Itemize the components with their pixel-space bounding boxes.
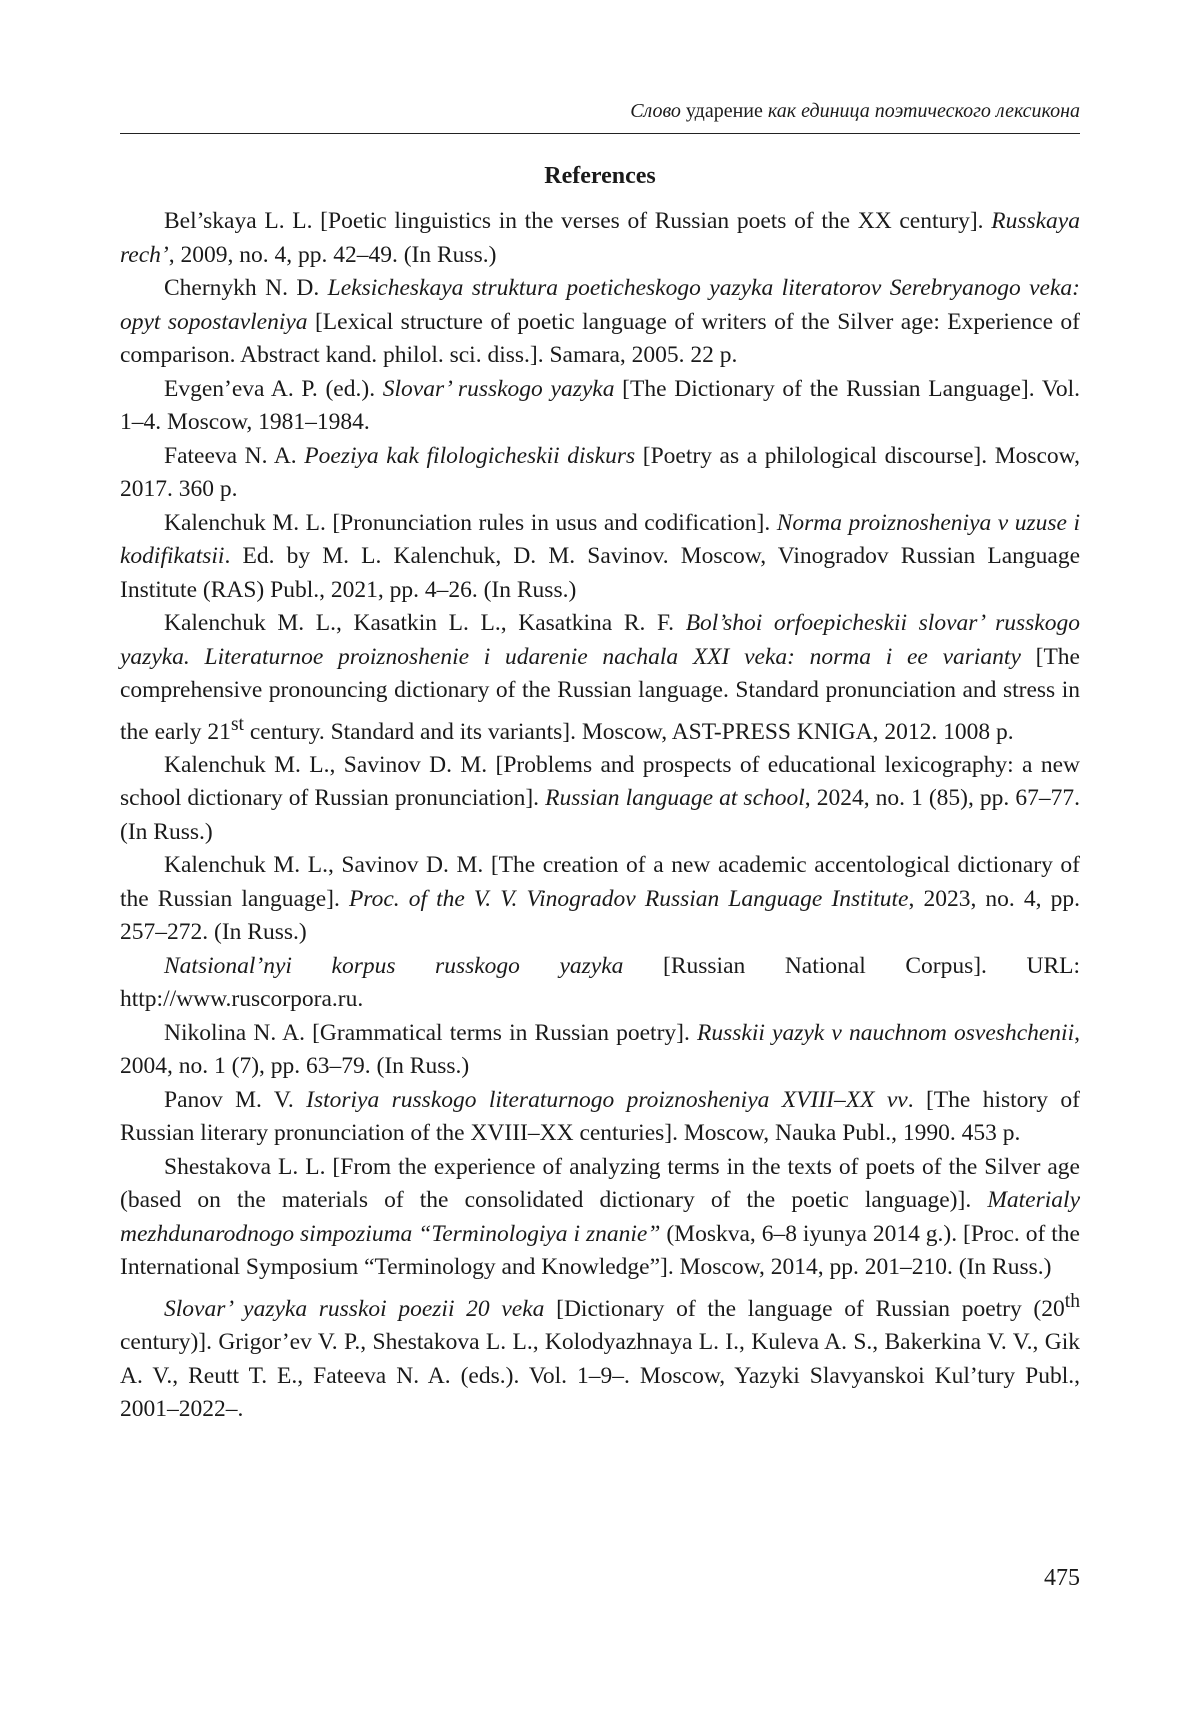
reference-text: Shestakova L. L. [From the experience of analyzing terms in the texts of poets of the Silver age (based on the materials of the consolidated dictionary of the poetic language)]. [120,1153,1080,1214]
reference-text: Bel’skaya L. L. [Poetic linguistics in the verses of Russian poets of the XX century]. [164,208,992,234]
reference-title: Poeziya kak filologicheskii diskurs [304,442,636,469]
reference-entry [120,1017,1080,1084]
reference-entry [120,1084,1080,1151]
reference-entry [120,1285,1080,1427]
reference-title: Russkii yazyk v nauchnom osveshchenii [697,1019,1075,1046]
reference-entry [120,440,1080,507]
reference-text: , 2009, no. 4, pp. 42–49. (In Russ.) [168,241,497,268]
reference-text: Fateeva N. A. [164,442,305,469]
reference-text: Kalenchuk M. L., Kasatkin L. L., Kasatkina R. F. [164,610,686,636]
reference-title: Norma proiznosheniya v uzuse i kodifikatsii [120,509,1080,569]
reference-title: Proc. of the V. V. Vinogradov Russian Language Institute [348,885,909,912]
reference-title: Leksicheskaya struktura poeticheskogo yazyka literatorov Serebryanogo veka: opyt sopostavleniya [120,275,1080,335]
references-list [120,205,1080,1427]
reference-text: Chernykh N. D. [164,275,328,301]
reference-text: (Moskva, 6–8 iyunya 2014 g.). [Proc. of the International Symposium “Terminology and Knowledge”]. Moscow, 2014, pp. 201–210. (In Russ.) [120,1220,1080,1281]
reference-text: . [The history of Russian literary pronunciation of the XVIII–XX centuries]. Moscow, Nauka Publ., 1990. 453 p. [120,1086,1080,1147]
section-title: References [544,163,656,189]
running-header-part2: ударение [685,100,763,122]
reference-text: [Lexical structure of poetic language of writers of the Silver age: Experience of comparison. Abstract kand. philol. sci. diss.]. Samara, 2005. 22 p. [120,308,1080,368]
reference-title: Natsional’nyi korpus russkogo yazyka [164,952,624,979]
reference-text: Panov M. V. [164,1086,307,1113]
reference-text: , 2024, no. 1 (85), pp. 67–77. (In Russ.) [120,785,1080,845]
reference-text: Kalenchuk M. L. [Pronunciation rules in usus and codification]. [164,509,777,536]
reference-entry [120,272,1080,373]
reference-title: Russkaya rech’ [120,208,1080,268]
reference-entry [120,373,1080,440]
reference-text: , 2004, no. 1 (7), pp. 63–79. (In Russ.) [120,1019,1080,1080]
header-rule [120,133,1080,134]
reference-text: [The comprehensive pronouncing dictionary of the Russian language. Standard pronunciation and stress in the early 21 [120,643,1080,745]
reference-text: century)]. Grigor’ev V. P., Shestakova L. L., Kolodyazhnaya L. I., Kuleva A. S., Bakerkina V. V., Gik A. V., Reutt T. E., Fateeva N. A. (eds.). Vol. 1–9–. Moscow, Yazyki Slavyanskoi Kul’tury Publ., 2001–2022–. [120,1329,1080,1423]
reference-title: Russian language at school [545,785,805,812]
reference-text: . Ed. by M. L. Kalenchuk, D. M. Savinov. Moscow, Vinogradov Russian Language Institute (RAS) Publ., 2021, pp. 4–26. (In Russ.) [120,543,1080,603]
reference-title: Istoriya russkogo literaturnogo proiznosheniya XVIII–XX vv [306,1086,908,1113]
reference-text: [Dictionary of the language of Russian poetry (20 [544,1295,1065,1322]
running-header-part1: Слово [630,100,681,122]
reference-title: Materialy mezhdunarodnogo simpoziuma “Terminologiya i znanie” [120,1187,1080,1247]
reference-superscript: st [230,713,244,735]
reference-text: , 2023, no. 4, pp. 257–272. (In Russ.) [120,885,1081,946]
reference-entry [120,507,1080,608]
reference-title: Slovar’ russkogo yazyka [382,375,615,402]
reference-superscript: th [1064,1290,1080,1312]
reference-title: Bol’shoi orfoepicheskii slovar’ russkogo yazyka. Literaturnoe proiznoshenie i udarenie nachala XXI veka: norma i ee varianty [120,610,1080,670]
reference-text: Kalenchuk M. L., Savinov D. M. [The creation of a new academic accentological dictionary of the Russian language]. [120,852,1080,912]
reference-entry [120,849,1080,950]
reference-text: Nikolina N. A. [Grammatical terms in Russian poetry]. [164,1019,698,1046]
reference-text: [The Dictionary of the Russian Language]. Vol. 1–4. Moscow, 1981–1984. [120,375,1080,435]
reference-text: century. Standard and its variants]. Moscow, AST-PRESS KNIGA, 2012. 1008 p. [244,718,1014,745]
reference-entry [120,607,1080,749]
reference-text: Kalenchuk M. L., Savinov D. M. [Problems and prospects of educational lexicography: a new school dictionary of Russian pronunciation]. [120,751,1080,812]
reference-entry [120,950,1080,1017]
reference-text: [Poetry as a philological discourse]. Moscow, 2017. 360 p. [120,442,1080,502]
reference-text: Evgen’eva A. P. (ed.). [164,375,383,402]
reference-entry [120,749,1080,850]
page-number: 475 [1044,1565,1080,1591]
reference-entry [120,205,1080,272]
running-header-part3: как единица поэтического лексикона [767,100,1080,122]
reference-entry [120,1151,1080,1285]
reference-title: Slovar’ yazyka russkoi poezii 20 veka [164,1295,545,1322]
running-header [120,98,1080,124]
reference-text: [Russian National Corpus]. URL: http://www.ruscorpora.ru. [120,952,1081,1013]
